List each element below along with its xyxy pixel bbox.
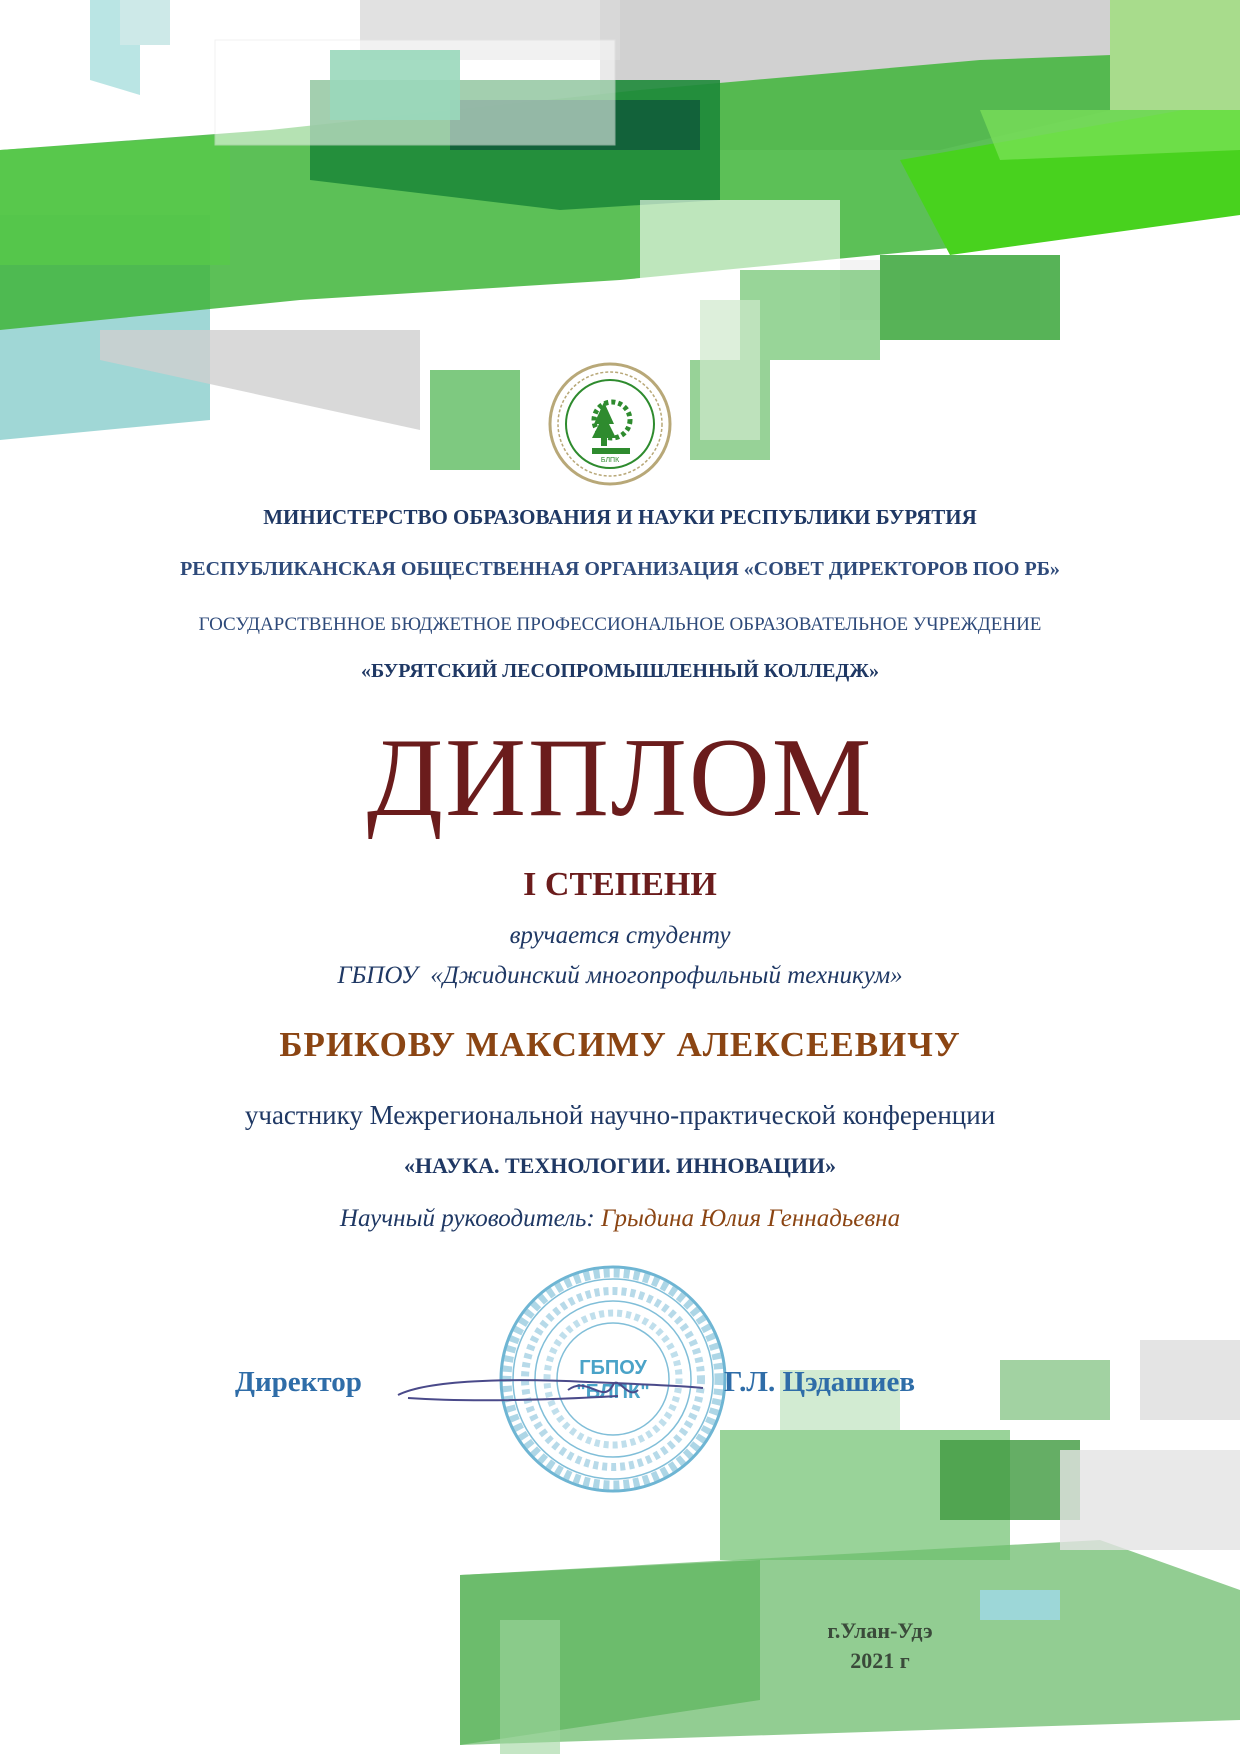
year: 2021 г — [850, 1647, 910, 1673]
college-name-heading: «БУРЯТСКИЙ ЛЕСОПРОМЫШЛЕННЫЙ КОЛЛЕДЖ» — [361, 660, 879, 682]
diploma-title: ДИПЛОМ — [366, 716, 874, 840]
recipient-name: БРИКОВУ МАКСИМУ АЛЕКСЕЕВИЧУ — [279, 1025, 961, 1064]
director-label: Директор — [235, 1366, 362, 1398]
institution-type-heading: ГОСУДАРСТВЕННОЕ БЮДЖЕТНОЕ ПРОФЕССИОНАЛЬНОЕ ОБРАЗОВАТЕЛЬНОЕ УЧРЕЖДЕНИЕ — [198, 614, 1042, 635]
svg-text:ГБПОУ: ГБПОУ — [579, 1357, 647, 1379]
director-signature-icon — [388, 1360, 708, 1420]
awarded-to-text: вручается студенту — [509, 922, 731, 949]
advisor-name: Грыдина Юлия Геннадьевна — [600, 1205, 901, 1232]
advisor-label: Научный руководитель: — [339, 1205, 601, 1232]
city-name: г.Улан-Удэ — [827, 1618, 933, 1643]
advisor-line — [0, 1205, 1240, 1233]
college-emblem-icon — [548, 362, 672, 486]
svg-text:"БЛПК": "БЛПК" — [576, 1381, 650, 1403]
council-heading: РЕСПУБЛИКАНСКАЯ ОБЩЕСТВЕННАЯ ОРГАНИЗАЦИЯ «СОВЕТ ДИРЕКТОРОВ ПОО РБ» — [180, 558, 1060, 580]
director-name: Г.Л. Цэдашиев — [724, 1366, 916, 1398]
ministry-heading: МИНИСТЕРСТВО ОБРАЗОВАНИЯ И НАУКИ РЕСПУБЛИКИ БУРЯТИЯ — [263, 505, 977, 529]
diploma-degree: I СТЕПЕНИ — [523, 866, 717, 903]
svg-text:БЛПК: БЛПК — [600, 457, 620, 464]
city-year — [790, 1616, 970, 1675]
conference-title: «НАУКА. ТЕХНОЛОГИИ. ИННОВАЦИИ» — [403, 1153, 837, 1178]
recipient-institution: ГБПОУ «Джидинский многопрофильный техникум» — [337, 962, 903, 989]
participant-description: участнику Межрегиональной научно-практической конференции — [244, 1100, 996, 1130]
